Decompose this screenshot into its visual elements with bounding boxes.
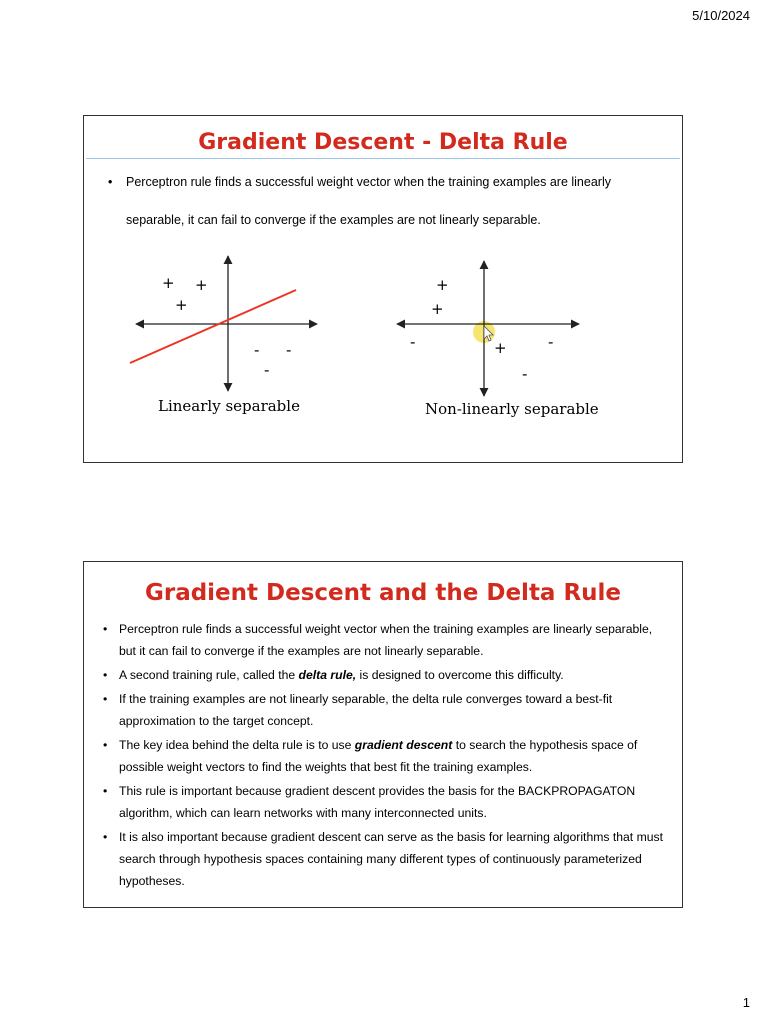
minus-point: -: [410, 333, 416, 351]
bullet-text: This rule is important because gradient descent provides the basis for the BACKPROPAGATON algorithm, which can learn networks with many interconnected units.: [119, 784, 636, 820]
bullet-text-before: The key idea behind the delta rule is to use: [119, 738, 355, 752]
bullet-text: It is also important because gradient descent can serve as the basis for learning algorithms that must search through hypothesis spaces containing many different types of continuously parameterized hypotheses.: [119, 830, 663, 888]
bullet-marker: •: [103, 692, 108, 706]
plus-point: +: [195, 276, 208, 294]
slide-2-bullet-list: [84, 618, 682, 892]
plus-point: +: [431, 300, 444, 318]
bullet-marker: •: [103, 622, 108, 636]
bullet-item: [102, 780, 664, 824]
bullet-text-before: A second training rule, called the: [119, 668, 299, 682]
bullet-text: Perceptron rule finds a successful weight vector when the training examples are linearly separable, but it can fail to converge if the examples are not linearly separable.: [119, 622, 653, 658]
page-number: 1: [742, 995, 750, 1010]
bullet-marker: •: [103, 668, 108, 682]
minus-point: -: [264, 361, 270, 379]
minus-point: -: [548, 333, 554, 351]
minus-point: -: [286, 341, 292, 359]
page-date: 5/10/2024: [692, 8, 750, 23]
bullet-marker: •: [103, 738, 108, 752]
bullet-item: [102, 688, 664, 732]
separating-line: [130, 290, 296, 363]
linearly-separable-diagram: [124, 251, 324, 401]
non-linearly-separable-diagram: [389, 251, 589, 401]
bullet-text-after: to search the hypothesis space of possible weight vectors to find the weights that best fit the training examples.: [119, 738, 638, 774]
linearly-separable-caption: Linearly separable: [158, 397, 300, 415]
plus-point: +: [162, 274, 175, 292]
slide-1: [83, 115, 683, 463]
plus-point: +: [494, 339, 507, 357]
bullet-marker: •: [103, 784, 108, 798]
bullet-text-after: is designed to overcome this difficulty.: [356, 668, 564, 682]
bullet-item: [104, 163, 654, 239]
non-linearly-separable-caption: Non-linearly separable: [425, 400, 599, 418]
bullet-item: [102, 734, 664, 778]
bullet-marker: •: [108, 175, 113, 189]
bullet-marker: •: [103, 830, 108, 844]
bullet-emphasis: delta rule,: [298, 668, 357, 682]
plus-point: +: [175, 296, 188, 314]
bullet-text: If the training examples are not linearly separable, the delta rule converges toward a best-fit approximation to the target concept.: [119, 692, 613, 728]
bullet-emphasis: gradient descent: [354, 738, 453, 752]
plus-point: +: [436, 276, 449, 294]
slide-2: [83, 561, 683, 908]
bullet-item: [102, 664, 664, 686]
bullet-item: [102, 618, 664, 662]
title-divider: [86, 158, 680, 159]
slide-2-title: Gradient Descent and the Delta Rule: [144, 580, 622, 606]
minus-point: -: [522, 365, 528, 383]
minus-point: -: [254, 341, 260, 359]
slide-1-bullet-list: [84, 163, 682, 239]
bullet-item: [102, 826, 664, 892]
bullet-text: Perceptron rule finds a successful weight vector when the training examples are linearly separable, it can fail to converge if the examples are not linearly separable.: [126, 175, 611, 227]
slide-1-title: Gradient Descent - Delta Rule: [198, 130, 568, 155]
